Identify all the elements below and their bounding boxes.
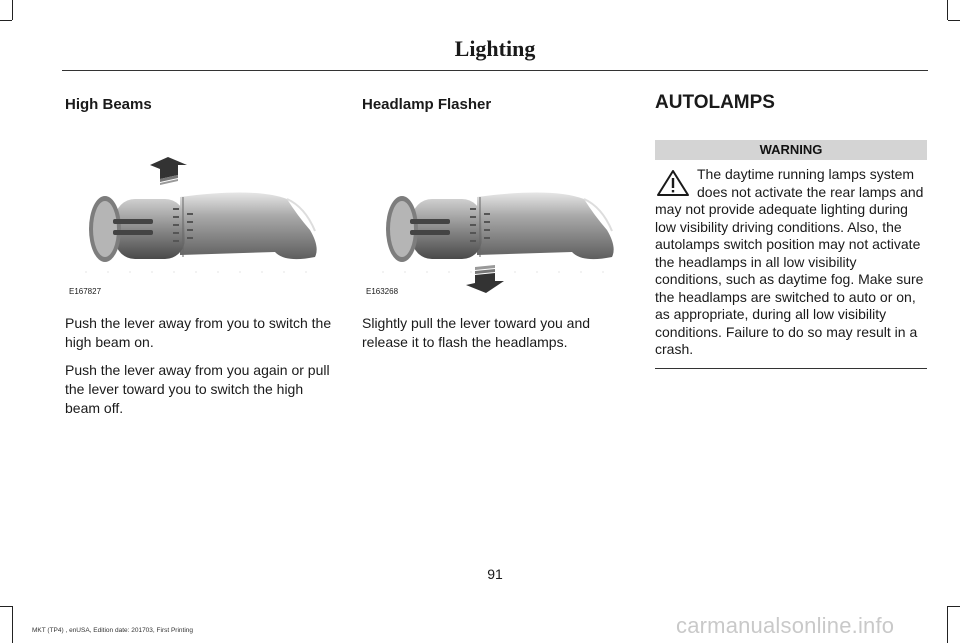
paragraph: Push the lever away from you to switch the high beam on. bbox=[65, 315, 332, 350]
section-title: High Beams bbox=[65, 96, 152, 113]
crop-mark bbox=[947, 0, 948, 20]
section-autolamps bbox=[655, 92, 927, 369]
crop-mark bbox=[948, 20, 960, 21]
crop-mark bbox=[948, 606, 960, 607]
crop-mark bbox=[0, 20, 12, 21]
footer-edition-note: MKT (TP4) , enUSA, Edition date: 201703, First Printing bbox=[32, 627, 194, 634]
warning-box bbox=[655, 166, 927, 359]
page-number: 91 bbox=[487, 566, 503, 582]
high-beam-lever-figure bbox=[65, 135, 337, 300]
crop-mark bbox=[0, 606, 12, 607]
headlamp-flasher-lever-figure bbox=[362, 135, 634, 300]
warning-label: WARNING bbox=[655, 140, 927, 160]
paragraph: Push the lever away from you again or pull the lever toward you to switch the high beam off. bbox=[65, 362, 330, 416]
watermark: carmanualsonline.info bbox=[676, 613, 895, 638]
crop-mark bbox=[947, 606, 948, 643]
figure-id: E163268 bbox=[366, 287, 399, 296]
page-title: Lighting bbox=[454, 36, 536, 61]
lever-pull-illustration bbox=[362, 135, 634, 300]
figure-id: E167827 bbox=[69, 287, 102, 296]
crop-mark bbox=[12, 606, 13, 643]
warning-divider bbox=[655, 368, 927, 369]
section-headlamp-flasher bbox=[362, 96, 634, 352]
lever-push-illustration bbox=[65, 135, 337, 300]
crop-mark bbox=[12, 0, 13, 20]
paragraph: Slightly pull the lever toward you and release it to flash the headlamps. bbox=[362, 315, 591, 350]
arrow-down-icon bbox=[466, 265, 504, 293]
section-high-beams bbox=[65, 96, 337, 418]
arrow-up-icon bbox=[150, 157, 187, 185]
header-divider bbox=[62, 70, 928, 71]
warning-text: The daytime running lamps system does not activate the rear lamps and may not provide adequate lighting during low visibility driving conditions. Also, the autolamps switch position may not activate the headlamps in all low visibility conditions, such as daytime fog. Make sure the headlamps are switched to auto or on, as appropriate, during all low visibility conditions. Failure to do so may result in a crash. bbox=[655, 166, 924, 357]
section-title: Headlamp Flasher bbox=[362, 96, 492, 113]
warning-triangle-icon bbox=[655, 168, 691, 198]
section-title: AUTOLAMPS bbox=[655, 92, 775, 113]
